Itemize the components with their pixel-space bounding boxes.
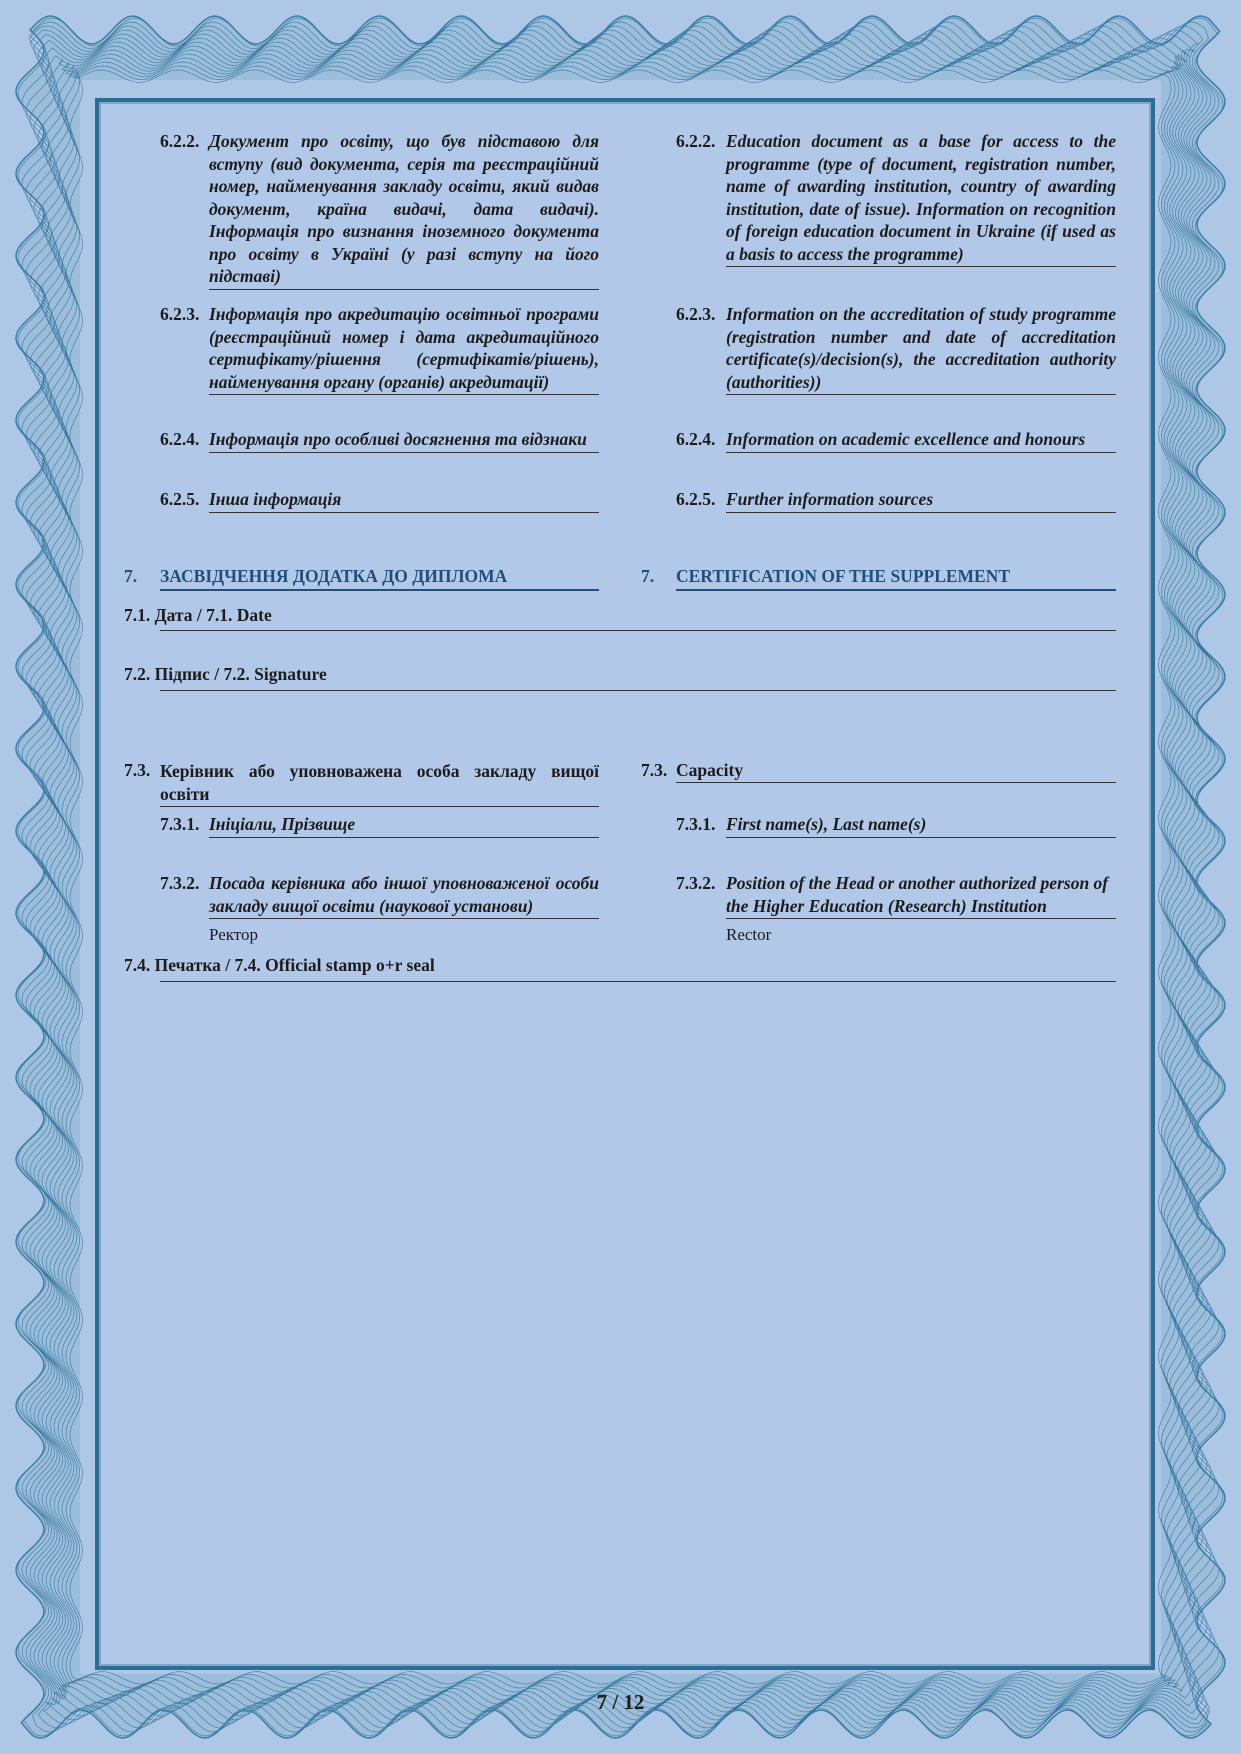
left-item-7-3-1 (160, 813, 600, 843)
item-text: Education document as a base for access to the programme (type of document, registration number, name of awarding institution, country of awarding institution, date of issue). Information on recognition of foreign education document in Ukraine (if used as a basis to access the programme) (726, 130, 1116, 267)
item-text: Further information sources (726, 488, 1116, 513)
item-text: First name(s), Last name(s) (726, 813, 1116, 838)
capacity-number-uk: 7.3. (124, 760, 151, 780)
item-number: 7.3.2. (160, 873, 200, 893)
position-value-en: Rector (726, 925, 772, 944)
item-text: Інформація про акредитацію освітньої програми (реєстраційний номер і дата акредитаційного сертифікату/рішення (сертифікатів/рішень), найменування органу (органів) акредитації) (209, 303, 599, 395)
capacity-label-en: Capacity (676, 760, 1116, 783)
signature-label: 7.2. Підпис / 7.2. Signature (124, 664, 327, 684)
stamp-line (160, 981, 1116, 982)
left-item-6-2-2 (160, 130, 600, 286)
item-number: 7.3.1. (160, 814, 200, 834)
item-text: Інша інформація (209, 488, 599, 513)
item-number: 6.2.4. (676, 429, 716, 449)
capacity-label-uk: Керівник або уповноважена особа закладу вищої освіти (160, 760, 599, 807)
signature-line (160, 690, 1116, 691)
stamp-label: 7.4. Печатка / 7.4. Official stamp o+r seal (124, 955, 435, 975)
item-number: 6.2.5. (160, 489, 200, 509)
item-text: Інформація про особливі досягнення та відзнаки (209, 428, 599, 453)
section-7-title-en: CERTIFICATION OF THE SUPPLEMENT (676, 566, 1116, 591)
section-7-title-uk: ЗАСВІДЧЕННЯ ДОДАТКА ДО ДИПЛОМА (160, 566, 599, 591)
item-text: Документ про освіту, що був підставою для вступу (вид документа, серія та реєстраційний номер, найменування закладу освіти, який видав документ, країна видачі, дата видачі). Інформація про визнання іноземного документа про освіту в Україні (у разі вступу на його підставі) (209, 130, 599, 290)
right-item-6-2-3 (676, 303, 1116, 403)
page-number: 7 / 12 (596, 1690, 645, 1714)
item-text: Position of the Head or another authorized person of the Higher Education (Research) Institution (726, 872, 1116, 919)
item-text: Посада керівника або іншої уповноваженої особи закладу вищої освіти (наукової установи) (209, 872, 599, 919)
item-text: Information on academic excellence and honours (726, 428, 1116, 453)
right-item-6-2-4 (676, 428, 1116, 458)
section-7-number-en: 7. (641, 566, 655, 586)
item-number: 6.2.4. (160, 429, 200, 449)
item-text: Ініціали, Прізвище (209, 813, 599, 838)
item-number: 7.3.2. (676, 873, 716, 893)
section-7-number: 7. (124, 566, 138, 586)
item-number: 6.2.2. (676, 131, 716, 151)
right-item-6-2-5 (676, 488, 1116, 518)
item-number: 7.3.1. (676, 814, 716, 834)
left-item-6-2-3 (160, 303, 600, 403)
left-item-6-2-4 (160, 428, 600, 458)
item-number: 6.2.2. (160, 131, 200, 151)
item-number: 6.2.5. (676, 489, 716, 509)
date-label: 7.1. Дата / 7.1. Date (124, 605, 272, 625)
item-number: 6.2.3. (676, 304, 716, 324)
item-text: Information on the accreditation of study programme (registration number and date of accreditation certificate(s)/decision(s), the accreditation authority (authorities)) (726, 303, 1116, 395)
right-item-7-3-2 (676, 872, 1116, 922)
left-item-7-3-2 (160, 872, 600, 922)
date-line (160, 630, 1116, 631)
left-item-6-2-5 (160, 488, 600, 518)
capacity-number-en: 7.3. (641, 760, 668, 780)
position-value-uk: Ректор (209, 925, 259, 944)
right-item-6-2-2 (676, 130, 1116, 270)
item-number: 6.2.3. (160, 304, 200, 324)
right-item-7-3-1 (676, 813, 1116, 843)
